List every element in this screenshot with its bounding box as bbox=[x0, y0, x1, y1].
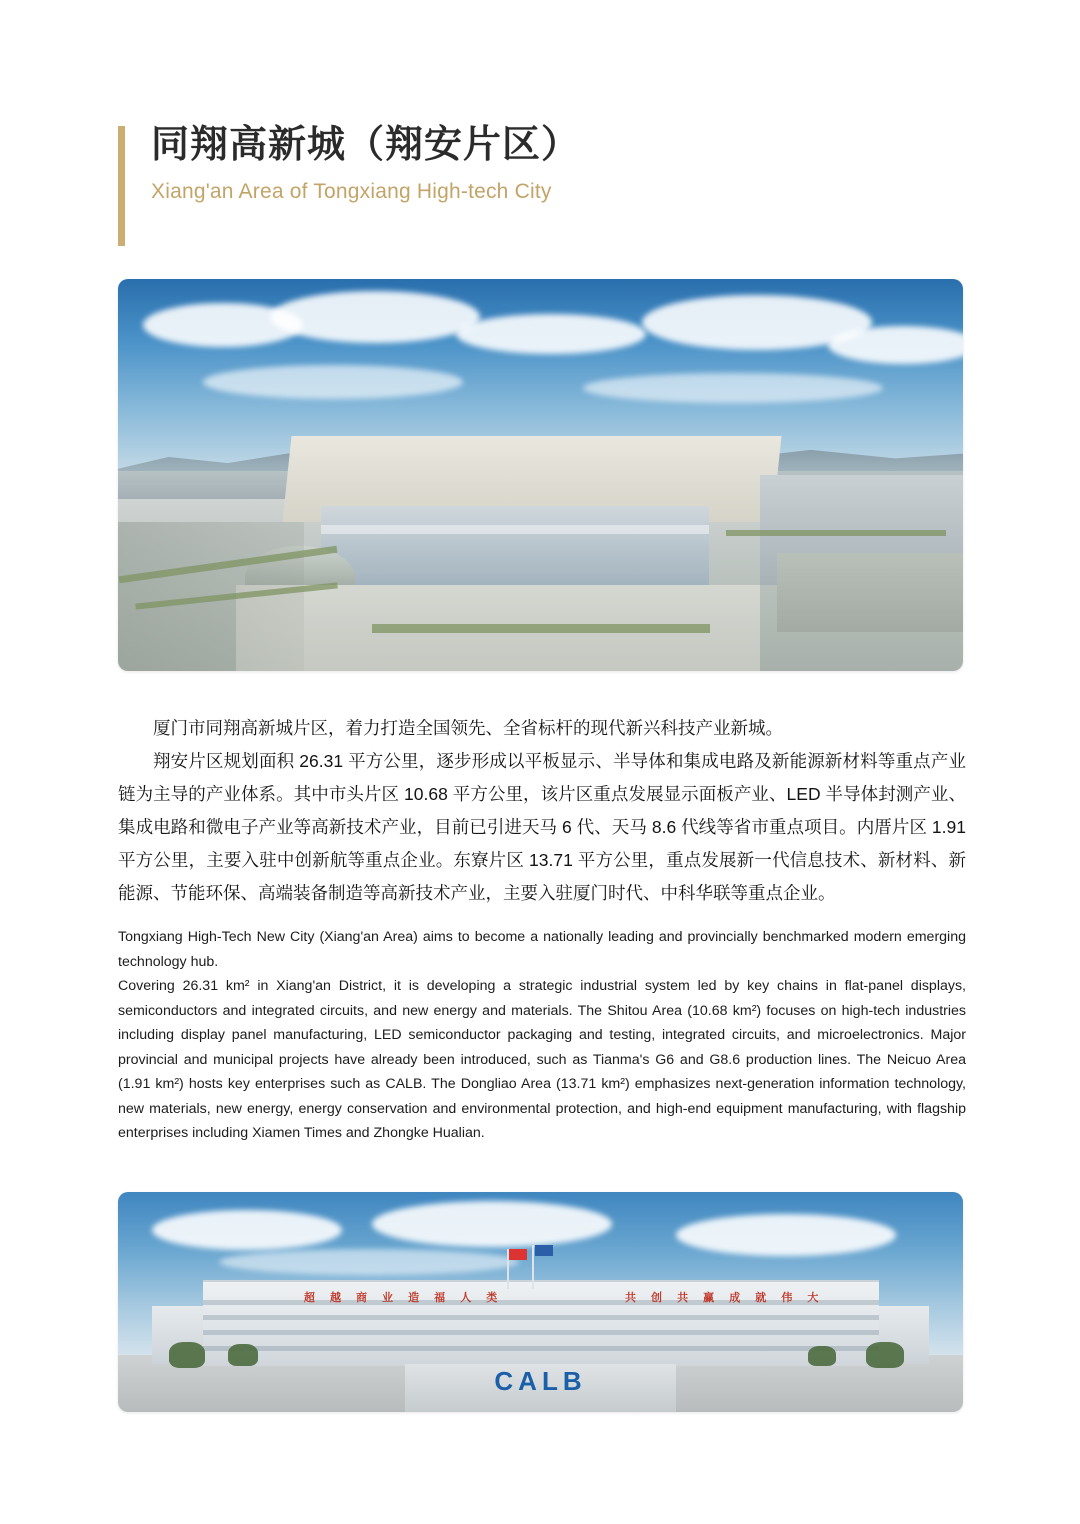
main-office-building bbox=[321, 506, 710, 592]
cn-paragraph-2: 翔安片区规划面积 26.31 平方公里，逐步形成以平板显示、半导体和集成电路及新能源新材料等重点产业链为主导的产业体系。其中市头片区 10.68 平方公里，该片区重点发展显示面板产业、LED 半导体封测产业、集成电路和微电子产业等高新技术产业，目前已引进天马 6 代、天马 8.6 代线等省市重点项目。内厝片区 1.91 平方公里，主要入驻中创新航等重点企业。东寮片区 13.71 平方公里，重点发展新一代信息技术、新材料、新能源、节能环保、高端装备制造等高新技术产业，主要入驻厦门时代、中科华联等重点企业。 bbox=[118, 751, 966, 903]
en-paragraph-1: Tongxiang High-Tech New City (Xiang'an Area) aims to become a nationally leading and provincially benchmarked modern emerging technology hub. bbox=[118, 929, 966, 970]
chinese-body-text bbox=[118, 712, 966, 910]
cloud-icon bbox=[270, 291, 480, 343]
hero-photo-aerial-industrial-park bbox=[118, 279, 963, 671]
page-subtitle: Xiang'an Area of Tongxiang High-tech City bbox=[151, 179, 552, 203]
en-paragraph-2: Covering 26.31 km² in Xiang'an District, it is developing a strategic industrial system led by key chains in flat-panel displays, semiconductors and integrated circuits, and new energy and materials. The Shitou Area (10.68 km²) focuses on high-tech industries including display panel manufacturing, LED semiconductor packaging and testing, integrated circuits, and microelectronics. Major provincial and municipal projects have already been introduced, such as Tianma's G6 and G8.6 production lines. The Neicuo Area (1.91 km²) hosts key enterprises such as CALB. The Dongliao Area (13.71 km²) emphasizes next-generation information technology, new materials, new energy, energy conservation and environmental protection, and high-end equipment manufacturing, with flagship enterprises including Xiamen Times and Zhongke Hualian. bbox=[118, 978, 966, 1141]
page-title: 同翔高新城（翔安片区） bbox=[151, 124, 581, 166]
slogan-left: 超 越 商 业 造 福 人 类 bbox=[303, 1291, 504, 1304]
calb-sign: CALB bbox=[494, 1365, 587, 1396]
cloud-icon bbox=[203, 365, 463, 399]
cloud-icon bbox=[676, 1214, 896, 1256]
tree-icon bbox=[866, 1342, 904, 1368]
accent-bar bbox=[118, 126, 125, 246]
cloud-icon bbox=[583, 373, 883, 403]
flag-icon bbox=[535, 1245, 553, 1256]
photo-calb-factory-entrance bbox=[118, 1192, 963, 1412]
tree-icon bbox=[169, 1342, 205, 1368]
green-belt bbox=[726, 530, 946, 536]
flag-icon bbox=[509, 1249, 527, 1260]
cloud-icon bbox=[152, 1210, 342, 1250]
tree-icon bbox=[808, 1346, 836, 1366]
slogan-right: 共 创 共 赢 成 就 伟 大 bbox=[625, 1291, 825, 1304]
cloud-icon bbox=[372, 1201, 612, 1247]
cloud-icon bbox=[456, 314, 646, 354]
green-belt bbox=[372, 624, 710, 633]
cn-paragraph-1: 厦门市同翔高新城片区，着力打造全国领先、全省标杆的现代新兴科技产业新城。 bbox=[153, 718, 783, 738]
english-body-text bbox=[118, 925, 966, 1146]
tree-icon bbox=[228, 1344, 258, 1366]
page-header bbox=[118, 122, 978, 204]
parking-lot bbox=[777, 553, 963, 631]
